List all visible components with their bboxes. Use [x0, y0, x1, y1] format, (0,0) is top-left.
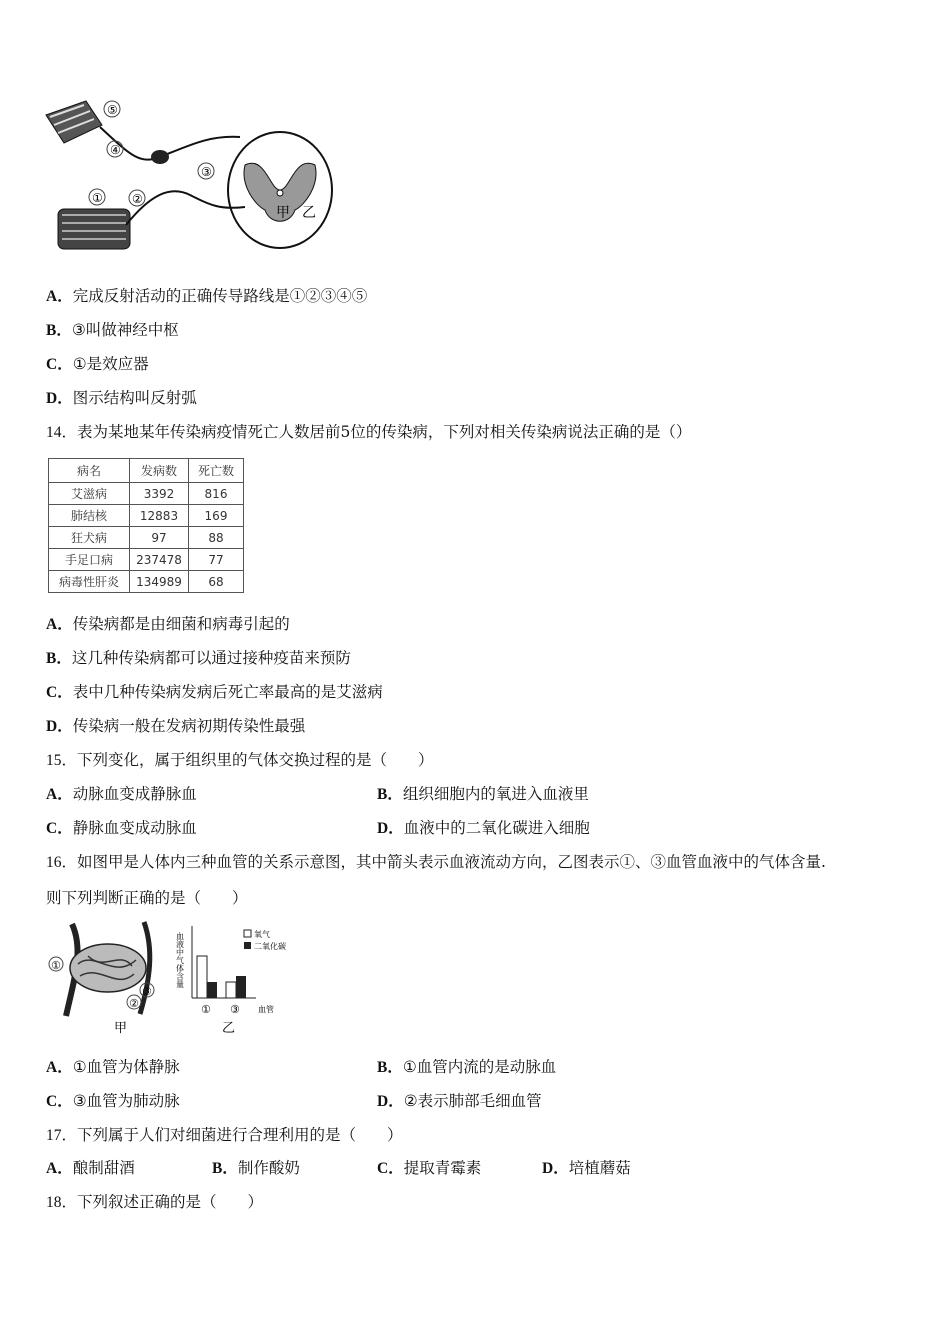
bar-oxygen-1 — [197, 956, 207, 998]
legend-oxygen: 氧气 — [254, 930, 270, 939]
q16-stem: 16．如图甲是人体内三种血管的关系示意图，其中箭头表示血液流动方向，乙图表示①、③血管血液中的气体含量. — [46, 853, 826, 871]
q17-option-b: B．制作酸奶 — [212, 1159, 300, 1177]
table-row: 狂犬病 97 88 — [49, 527, 244, 549]
q15-stem: 15．下列变化，属于组织里的气体交换过程的是（ ） — [46, 751, 434, 769]
table-header-row: 病名 发病数 死亡数 — [49, 459, 244, 483]
q16-option-c: C．③血管为肺动脉 — [46, 1092, 180, 1110]
effector-muscle — [58, 209, 130, 249]
label-4: ④ — [110, 143, 121, 157]
reflex-arc-figure — [40, 95, 335, 265]
q13-option-d: D．图示结构叫反射弧 — [46, 389, 197, 407]
blood-vessel-figure — [44, 920, 304, 1038]
label-2: ② — [132, 192, 143, 206]
label-5: ⑤ — [107, 103, 118, 117]
table-row: 艾滋病 3392 816 — [49, 483, 244, 505]
q15-option-a: A．动脉血变成静脉血 — [46, 785, 197, 803]
table-row: 手足口病 237478 77 — [49, 549, 244, 571]
caption-jia: 甲 — [114, 1021, 128, 1036]
bar-co2-1 — [207, 982, 217, 998]
table-row: 病毒性肝炎 134989 68 — [49, 571, 244, 593]
q17-stem: 17．下列属于人们对细菌进行合理利用的是（ ） — [46, 1126, 403, 1144]
q18-stem: 18．下列叙述正确的是（ ） — [46, 1193, 264, 1211]
q17-option-c: C．提取青霉素 — [377, 1159, 482, 1177]
receptor-tissue — [46, 101, 102, 143]
label-1: ① — [92, 191, 103, 205]
q15-option-d: D．血液中的二氧化碳进入细胞 — [377, 819, 590, 837]
gas-content-chart — [192, 926, 256, 998]
q14-option-c: C．表中几种传染病发病后死亡率最高的是艾滋病 — [46, 683, 383, 701]
q13-option-c: C．①是效应器 — [46, 355, 149, 373]
q15-option-b: B．组织细胞内的氧进入血液里 — [377, 785, 589, 803]
q14-stem: 14．表为某地某年传染病疫情死亡人数居前5位的传染病，下列对相关传染病说法正确的是（） — [46, 423, 692, 441]
q14-option-d: D．传染病一般在发病初期传染性最强 — [46, 717, 306, 735]
label-3: ③ — [201, 165, 212, 179]
region-yi: 乙 — [302, 205, 316, 221]
x-tick-1: ① — [201, 1003, 211, 1016]
bar-oxygen-3 — [226, 982, 236, 998]
spinal-cord — [228, 132, 332, 248]
x-tick-3: ③ — [230, 1003, 240, 1016]
vessel-label-3: ③ — [142, 985, 152, 998]
x-axis-label: 血管 — [258, 1005, 274, 1014]
y-axis-label: 血液中气体含量 — [175, 932, 185, 988]
vessel-label-2: ② — [129, 997, 139, 1010]
table-row: 肺结核 12883 169 — [49, 505, 244, 527]
q13-option-a: A．完成反射活动的正确传导路线是①②③④⑤ — [46, 287, 368, 305]
disease-table — [48, 458, 244, 593]
q14-option-a: A．传染病都是由细菌和病毒引起的 — [46, 615, 290, 633]
q15-option-c: C．静脉血变成动脉血 — [46, 819, 197, 837]
legend-co2: 二氧化碳 — [254, 942, 286, 951]
bar-co2-3 — [236, 976, 246, 998]
q17-option-a: A．酿制甜酒 — [46, 1159, 135, 1177]
q16-option-a: A．①血管为体静脉 — [46, 1058, 180, 1076]
q16-stem-2: 则下列判断正确的是（ ） — [46, 889, 248, 907]
region-jia: 甲 — [276, 205, 290, 221]
vessel-label-1: ① — [51, 959, 61, 972]
q16-option-b: B．①血管内流的是动脉血 — [377, 1058, 557, 1076]
caption-yi: 乙 — [222, 1021, 236, 1036]
q14-option-b: B．这几种传染病都可以通过接种疫苗来预防 — [46, 649, 351, 667]
q16-option-d: D．②表示肺部毛细血管 — [377, 1092, 542, 1110]
q13-option-b: B．③叫做神经中枢 — [46, 321, 179, 339]
q17-option-d: D．培植蘑菇 — [542, 1159, 631, 1177]
